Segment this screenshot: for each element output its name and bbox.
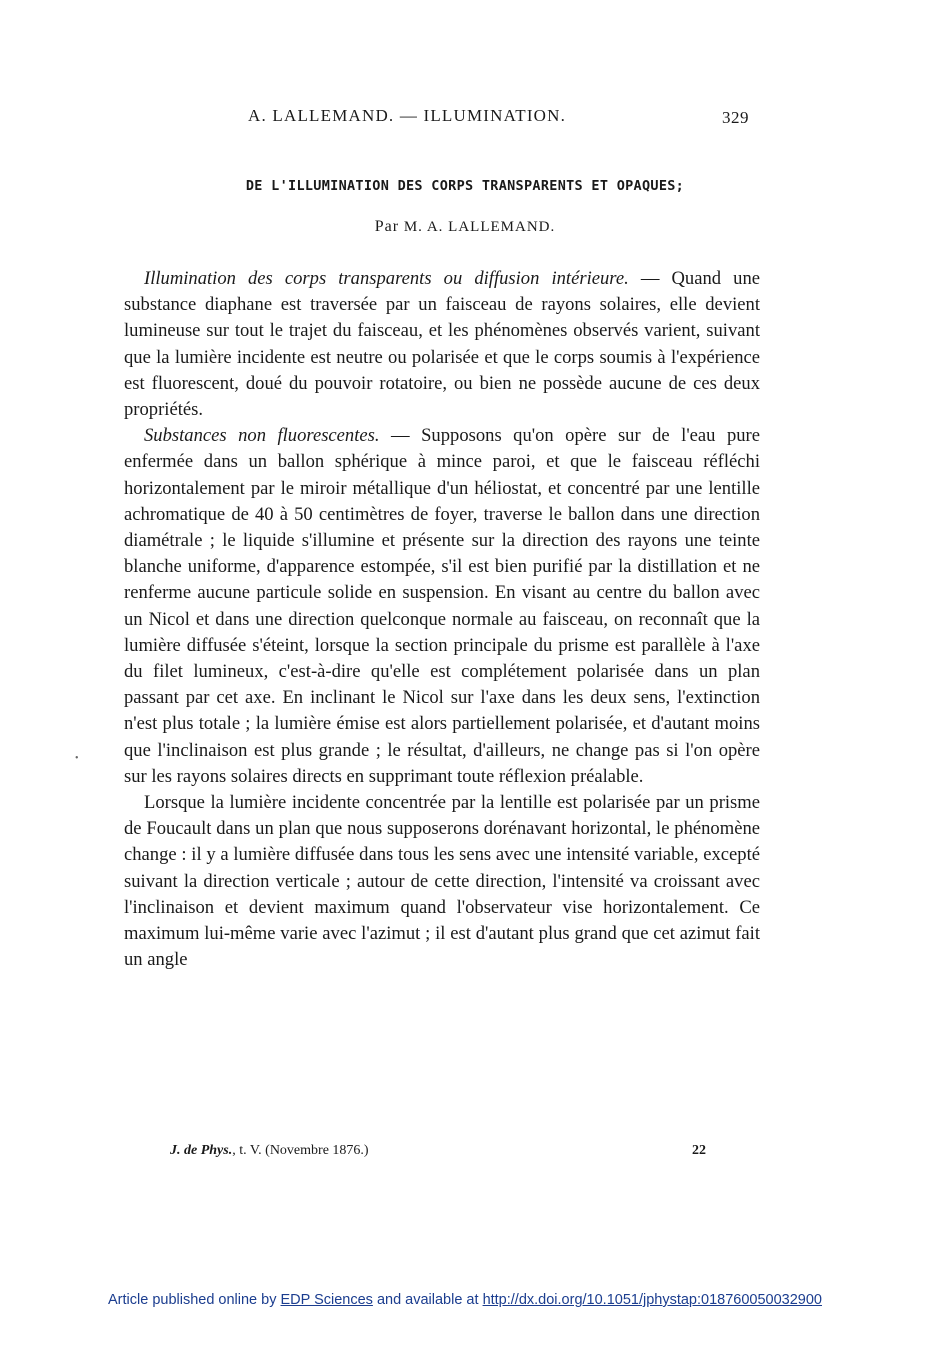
publisher-link[interactable]: EDP Sciences <box>280 1292 373 1308</box>
publisher-note-prefix: Article published online by <box>108 1292 281 1308</box>
margin-dot-mark: • <box>75 753 79 764</box>
paragraph-1 <box>124 266 760 423</box>
journal-abbr: J. de Phys. <box>170 1143 233 1158</box>
paragraph-3 <box>124 790 760 973</box>
article-body <box>124 266 760 973</box>
paragraph-2 <box>124 423 760 790</box>
paragraph-3-text: Lorsque la lumière incidente concentrée par la lentille est polarisée par un prisme de Foucault dans un plan que nous supposerons dorénavant horizontal, le phénomène change : il y a lumière diffusée dans tous les sens avec une intensité variable, excepté suivant la direction verticale ; autour de cette direction, l'intensité va croissant avec l'inclinaison et devient maximum quand l'observateur vise horizontalement. Ce maximum lui-même varie avec l'azimut ; il est d'autant plus grand que cet azimut fait un angle <box>124 792 760 971</box>
doi-link[interactable]: http://dx.doi.org/10.1051/jphystap:018760050032900 <box>482 1292 822 1308</box>
paragraph-1-text: — Quand une substance diaphane est traversée par un faisceau de rayons solaires, elle devient lumineuse sur tout le trajet du faisceau, et les phénomènes observés varient, suivant que la lumière incidente est neutre ou polarisée et que le corps soumis à l'expérience est fluorescent, doué du pouvoir rotatoire, ou bien ne possède aucune de ces deux propriétés. <box>124 268 760 421</box>
page-number: 329 <box>722 108 749 127</box>
byline <box>0 218 930 236</box>
running-head <box>0 106 930 130</box>
journal-volume-date: , t. V. (Novembre 1876.) <box>232 1143 369 1158</box>
article-title: DE L'ILLUMINATION DES CORPS TRANSPARENTS ET OPAQUES; <box>245 178 685 194</box>
publisher-note-middle: and available at <box>372 1292 483 1308</box>
byline-author: M. A. LALLEMAND. <box>403 219 556 235</box>
paragraph-1-heading: Illumination des corps transparents ou diffusion intérieure. <box>144 268 629 289</box>
publisher-note <box>0 1292 930 1308</box>
running-title: A. LALLEMAND. — ILLUMINATION. <box>248 106 567 125</box>
journal-reference <box>170 1143 369 1159</box>
byline-par: Par <box>374 218 400 235</box>
signature-mark: 22 <box>692 1143 706 1158</box>
page-footer <box>0 1143 930 1163</box>
paragraph-2-text: — Supposons qu'on opère sur de l'eau pure enfermée dans un ballon sphérique à mince paroi, et que le faisceau réfléchi horizontalement par le miroir métallique d'un héliostat, et concentré par une lentille achromatique de 40 à 50 centimètres de foyer, traverse le ballon dans une direction diamétrale ; le liquide s'illumine et présente sur la direction des rayons une teinte blanche uniforme, d'apparence estompée, s'il est bien purifié par la distillation et ne renferme aucune particule solide en suspension. En visant au centre du ballon avec un Nicol et dans une direction quelconque normale au faisceau, on reconnaît que la lumière diffusée s'éteint, lorsque la section principale du prisme est parallèle à l'axe du filet lumineux, c'est-à-dire qu'elle est complétement polarisée dans un plan passant par cet axe. En inclinant le Nicol sur l'axe dans les deux sens, l'extinction n'est plus totale ; la lumière émise est alors partiellement polarisée, et d'autant moins que l'inclinaison est plus grande ; le résultat, d'ailleurs, ne change pas si l'on opère sur les rayons solaires directs en supprimant toute réflexion préalable. <box>124 425 760 787</box>
paragraph-2-heading: Substances non fluorescentes. <box>144 425 380 447</box>
